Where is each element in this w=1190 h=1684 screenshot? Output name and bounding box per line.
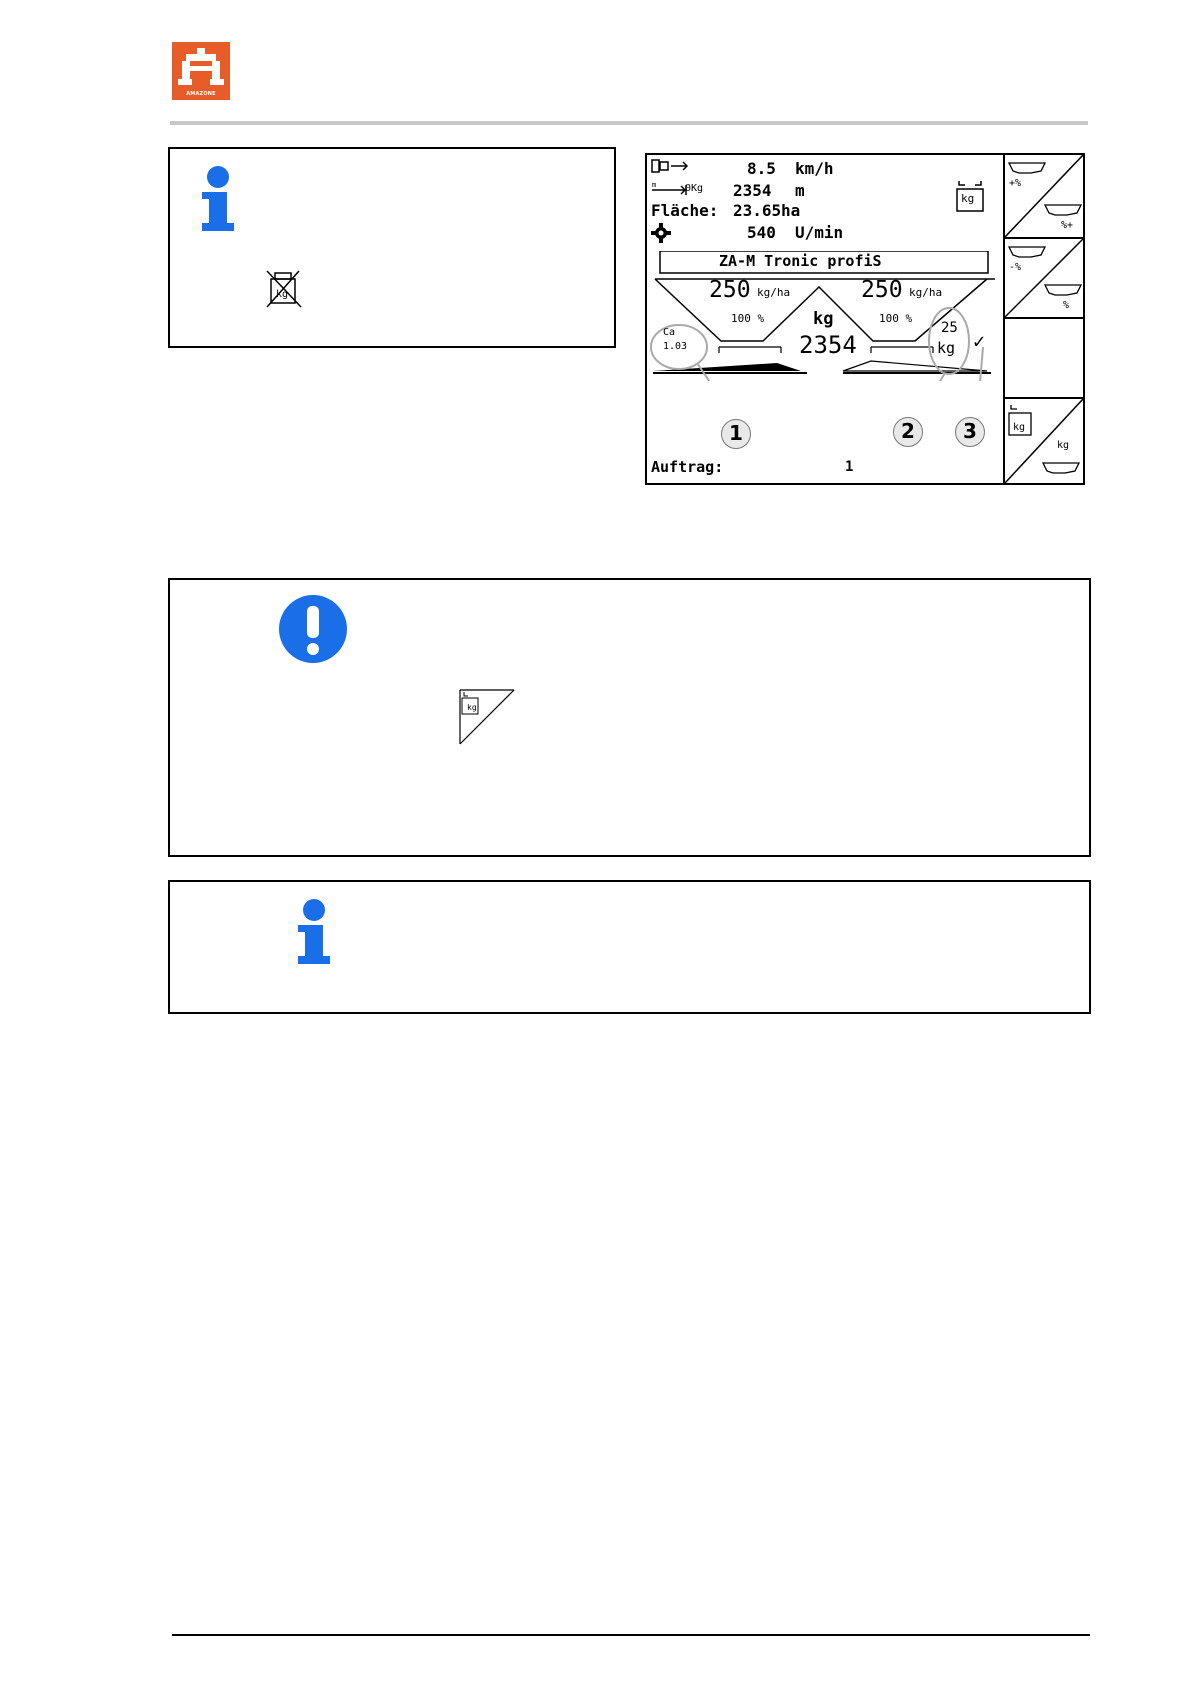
exclamation-icon: [278, 594, 348, 664]
speed-value: 8.5: [747, 159, 776, 178]
machine-title: ZA-M Tronic profiS: [719, 252, 882, 270]
right-small-unit: kg: [937, 339, 956, 357]
callout-3: 3: [955, 417, 985, 447]
softkey-4-label-b: kg: [1057, 440, 1070, 451]
kg-badge-label: kg: [961, 192, 975, 205]
info-note-box-2: [168, 880, 1091, 1014]
area-label: Fläche:: [651, 201, 719, 220]
distance-unit: m: [795, 181, 805, 200]
distance-prefix: 0Kg: [685, 183, 704, 194]
softkey-weigh[interactable]: [1005, 399, 1083, 483]
terminal-screen: [645, 153, 1085, 485]
softkey-decrease-rate[interactable]: [1005, 239, 1083, 319]
cal-label: Ca: [663, 327, 676, 338]
softkey-1-label-a: +%: [1009, 178, 1022, 189]
softkey-2-label-b: %: [1063, 300, 1070, 311]
svg-text:m: m: [652, 181, 657, 189]
amazone-logo: [172, 42, 230, 100]
softkey-2-label-a: -%: [1009, 262, 1022, 273]
svg-text:kg: kg: [276, 289, 289, 300]
center-unit: kg: [813, 309, 834, 329]
right-small-value: 25: [941, 320, 958, 336]
info-icon: [294, 898, 334, 968]
tractor-speed-icon: [651, 158, 695, 174]
gear-icon: [651, 223, 671, 243]
weigh-kg-icon: [1005, 399, 1083, 483]
area-unit: ha: [781, 201, 801, 220]
speed-unit: km/h: [795, 159, 834, 178]
softkey-increase-rate[interactable]: [1005, 155, 1083, 239]
cal-value: 1.03: [663, 341, 688, 352]
checkmark-icon: ✓: [973, 329, 986, 353]
rate-right-value: 250: [861, 277, 903, 303]
rate-left-value: 250: [709, 277, 751, 303]
header-rule: [170, 121, 1088, 125]
kg-crossed-out-icon: [265, 269, 305, 309]
callout-2: 2: [893, 417, 923, 447]
hopper-minus-percent-icon: [1005, 239, 1083, 317]
warning-note-box: [168, 578, 1091, 857]
screen-main-area: [647, 155, 1005, 483]
center-value: 2354: [799, 331, 857, 359]
order-label: Auftrag:: [651, 458, 724, 476]
order-value: 1: [845, 459, 854, 475]
rate-left-unit: kg/ha: [757, 286, 791, 299]
rpm-value: 540: [747, 223, 776, 242]
percent-left: 100 %: [731, 312, 765, 325]
percent-right: 100 %: [879, 312, 913, 325]
callout-1: 1: [721, 419, 751, 449]
softkey-4-label-a: kg: [1013, 422, 1026, 433]
logo-text: AMAZONE: [186, 91, 216, 97]
distance-value: 2354: [733, 181, 772, 200]
softkey-empty[interactable]: [1005, 319, 1083, 399]
softkey-column: [1005, 155, 1083, 483]
weigh-softkey-symbol-icon: [458, 688, 518, 746]
info-icon: [198, 165, 238, 235]
rpm-unit: U/min: [795, 223, 844, 242]
softkey-1-label-b: %+: [1061, 220, 1074, 231]
rate-right-unit: kg/ha: [909, 286, 943, 299]
footer-rule: [172, 1634, 1090, 1636]
info-note-box: [168, 147, 616, 348]
area-value: 23.65: [733, 201, 782, 220]
weigh-symbol-label: kg: [467, 703, 477, 712]
